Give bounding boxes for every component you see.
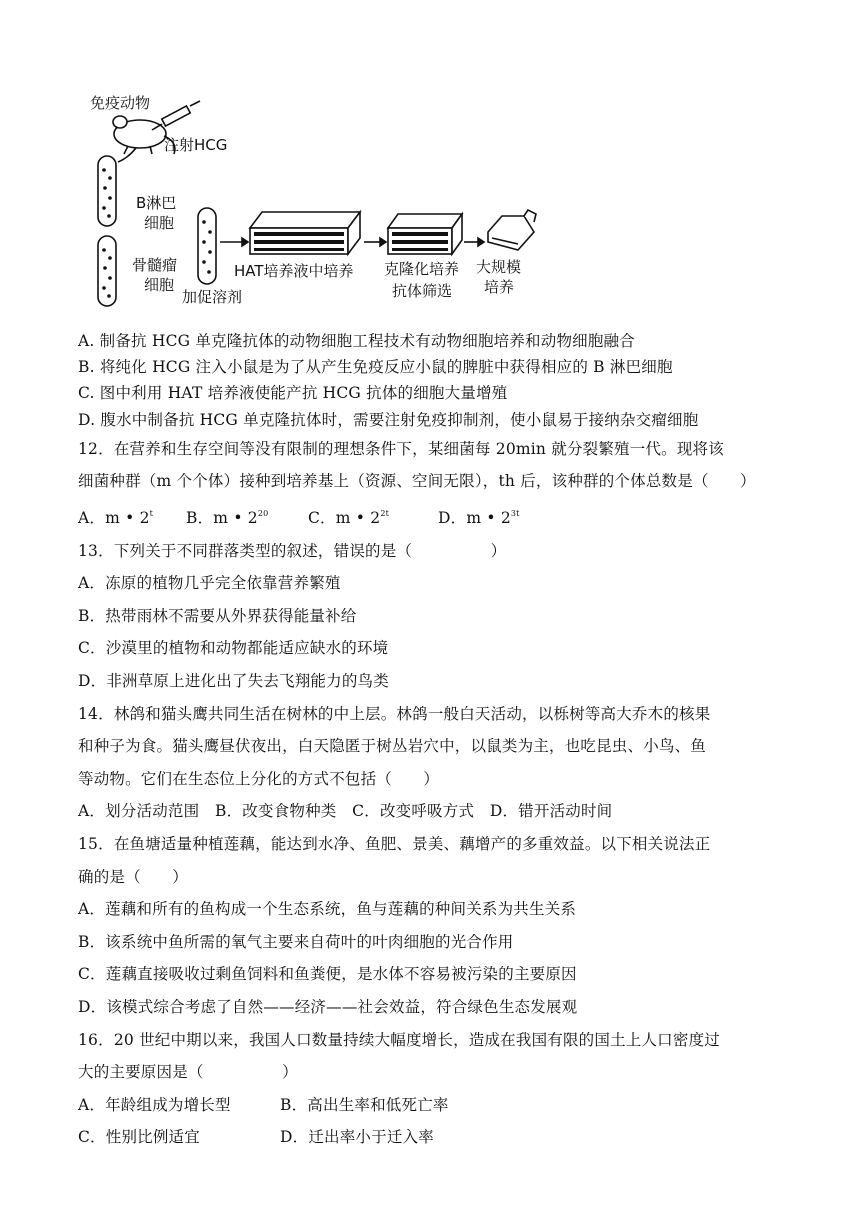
q15-option-a: A．莲藕和所有的鱼构成一个生态系统，鱼与莲藕的种间关系为共生关系 — [78, 900, 577, 919]
q11-option-d: D. 腹水中制备抗 HCG 单克隆抗体时，需要注射免疫抑制剂，使小鼠易于接纳杂交瘤细胞 — [78, 410, 699, 429]
label-inject: 注射HCG — [164, 136, 228, 154]
q12-option-c: C．m • $2^{2t}$ — [308, 509, 390, 527]
q16-stem-1: 16．20 世纪中期以来，我国人口数量持续大幅度增长，造成在我国有限的国土上人口密度过 — [78, 1030, 720, 1049]
label-immune-animal: 免疫动物 — [90, 94, 151, 112]
q13-option-b: B．热带雨林不需要从外界获得能量补给 — [78, 606, 357, 625]
label-clone-2: 抗体筛选 — [392, 282, 453, 300]
q14-options: A．划分活动范围 B．改变食物种类 C．改变呼吸方式 D．错开活动时间 — [78, 802, 613, 821]
q15-stem-2: 确的是（ ） — [78, 867, 188, 886]
q13-option-a: A．冻原的植物几乎完全依靠营养繁殖 — [78, 574, 341, 593]
q13-option-d: D．非洲草原上进化出了失去飞翔能力的鸟类 — [78, 671, 389, 690]
q16-option-b: B．高出生率和低死亡率 — [280, 1095, 449, 1114]
hat-well-plate-icon — [250, 212, 360, 254]
label-scale-2: 培养 — [484, 278, 515, 296]
q15-option-c: C．莲藕直接吸收过剩鱼饲料和鱼粪便，是水体不容易被污染的主要原因 — [78, 965, 577, 984]
q14-stem-1: 14．林鸽和猫头鹰共同生活在树林的中上层。林鸽一般白天活动，以栎树等高大乔木的核果 — [78, 704, 711, 723]
culture-bottle-icon — [488, 210, 536, 250]
b-cell-tube-icon — [98, 156, 116, 226]
q16-option-d: D．迁出率小于迁入率 — [280, 1128, 434, 1147]
monoclonal-antibody-diagram — [78, 92, 548, 310]
myeloma-tube-icon — [98, 236, 116, 306]
label-myeloma-1: 骨髓瘤 — [132, 256, 178, 274]
q16-options-row-2 — [78, 1121, 798, 1154]
q11-option-a: A. 制备抗 HCG 单克隆抗体的动物细胞工程技术有动物细胞培养和动物细胞融合 — [78, 332, 635, 350]
q12-option-a: A．m • 2$^t$ — [78, 509, 154, 527]
q12-stem-2: 细菌种群（m 个个体）接种到培养基上（资源、空间无限），th 后，该种群的个体总数是（ ） — [78, 472, 756, 491]
label-myeloma-2: 细胞 — [144, 276, 175, 294]
q11-option-c: C. 图中利用 HAT 培养液使能产抗 HCG 抗体的细胞大量增殖 — [78, 384, 508, 403]
syringe-icon — [152, 101, 200, 130]
q13-stem: 13．下列关于不同群落类型的叙述，错误的是（ ） — [78, 541, 507, 560]
q12-stem-1: 12．在营养和生存空间等没有限制的理想条件下，某细菌每 20min 就分裂繁殖一代。现将该 — [78, 439, 724, 458]
label-fusion-agent: 加促溶剂 — [182, 288, 243, 306]
curve-arrow-icon — [118, 148, 136, 162]
question-text — [78, 328, 798, 1154]
label-hat-culture: HAT培养液中培养 — [234, 262, 354, 280]
q12-options — [78, 498, 798, 535]
fusion-tube-icon — [198, 208, 216, 284]
label-b-cell-2: 细胞 — [144, 214, 175, 232]
label-b-cell-1: B淋巴 — [136, 194, 177, 212]
q16-option-a: A．年龄组成为增长型 — [78, 1095, 231, 1114]
q11-option-b: B. 将纯化 HCG 注入小鼠是为了从产生免疫反应小鼠的脾脏中获得相应的 B 淋巴细胞 — [78, 358, 673, 377]
q12-option-b: B．m • $2^{20}$ — [186, 509, 269, 527]
q12-option-d: D．m • $2^{3t}$ — [438, 509, 520, 527]
q13-option-c: C．沙漠里的植物和动物都能适应缺水的环境 — [78, 639, 389, 658]
q14-stem-2: 和种子为食。猫头鹰昼伏夜出，白天隐匿于树丛岩穴中，以鼠类为主，也吃昆虫、小鸟、鱼 — [78, 737, 707, 756]
q16-stem-2: 大的主要原因是（ ） — [78, 1063, 298, 1082]
clone-plate-icon — [388, 214, 462, 254]
q15-stem-1: 15．在鱼塘适量种植莲藕，能达到水净、鱼肥、景美、藕增产的多重效益。以下相关说法正 — [78, 834, 711, 853]
label-scale-1: 大规模 — [476, 258, 522, 276]
q16-option-c: C．性别比例适宜 — [78, 1128, 200, 1147]
q16-options-row-1 — [78, 1089, 798, 1122]
q14-stem-3: 等动物。它们在生态位上分化的方式不包括（ ） — [78, 769, 440, 788]
q15-option-b: B．该系统中鱼所需的氧气主要来自荷叶的叶肉细胞的光合作用 — [78, 932, 514, 951]
diagram-svg — [78, 92, 548, 310]
label-clone-1: 克隆化培养 — [384, 260, 460, 278]
q15-option-d: D．该模式综合考虑了自然——经济——社会效益，符合绿色生态发展观 — [78, 997, 578, 1016]
